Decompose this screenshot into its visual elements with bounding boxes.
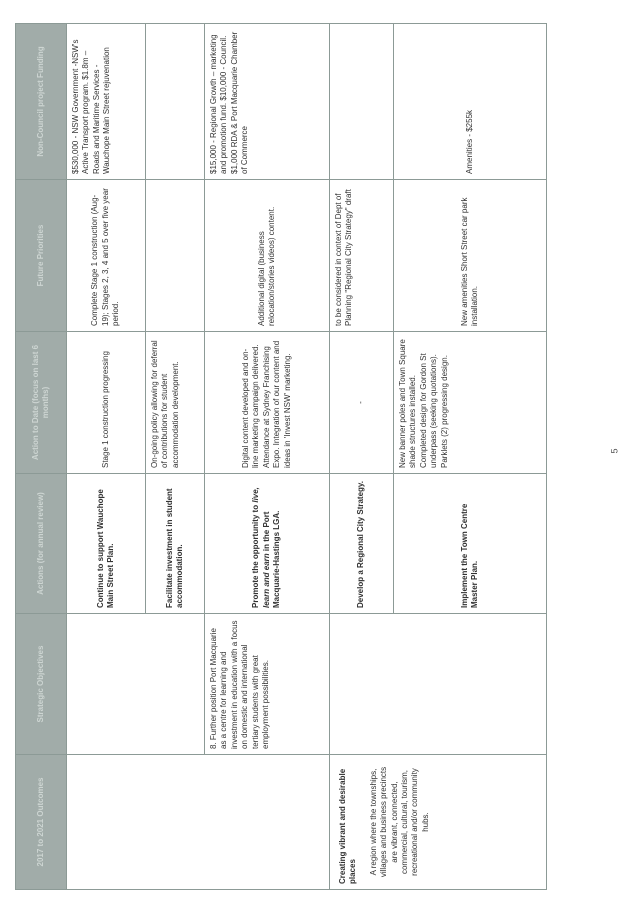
objective-cell-empty xyxy=(330,614,547,755)
table-row xyxy=(67,24,146,890)
header-actions: Actions (for annual review) xyxy=(16,474,67,614)
page-number: 5 xyxy=(609,448,620,454)
funding-cell: Amenities - $255k xyxy=(394,24,547,180)
to-date-cell: On-going policy allowing for deferral of contributions for student accommodation development. xyxy=(146,332,205,474)
to-date-cell: New banner poles and Town Square shade structures installed. Completed design for Gordon St underpass (seeking quotations). Parklets (2) progressing design. xyxy=(394,332,547,474)
header-action-to-date: Action to Date (focus on last 6 months) xyxy=(16,332,67,474)
outcome-text: A region where the townships, villages and business precincts are vibrant, connected, commercial, cultural, tourism, recreational and/or community hubs. xyxy=(368,766,430,878)
future-cell: to be considered in context of Dept of Planning "Regional City Strategy" draft xyxy=(330,180,394,332)
strategy-table xyxy=(15,23,547,890)
action-cell xyxy=(205,474,330,614)
future-cell: Additional digital (business relocation/stories videos) content. xyxy=(205,180,330,332)
objective-cell: 8. Further position Port Macquarie as a centre for learning and investment in education with a focus on domestic and international tertiary students with great employment possibilities. xyxy=(205,614,330,755)
action-text-1: Promote the opportunity to xyxy=(251,504,261,608)
to-date-cell: - xyxy=(330,332,394,474)
funding-cell xyxy=(330,24,394,180)
action-text-3: in the Port Macquarie-Hastings LGA. xyxy=(261,510,282,608)
header-funding: Non-Council project Funding xyxy=(16,24,67,180)
action-text-2: live, learn and earn xyxy=(251,487,271,608)
future-cell xyxy=(146,180,205,332)
rotated-page xyxy=(15,24,537,890)
table-header-row xyxy=(16,24,67,890)
action-cell: Continue to support Wauchope Main Street Plan. xyxy=(67,474,146,614)
outcome-cell-empty xyxy=(67,755,330,890)
table-row xyxy=(330,24,394,890)
outcome-cell xyxy=(330,755,547,890)
funding-cell xyxy=(146,24,205,180)
action-cell: Develop a Regional City Strategy. xyxy=(330,474,394,614)
action-cell: Facilitate investment in student accommodation. xyxy=(146,474,205,614)
future-cell: Complete Stage 1 construction (Aug-19); Stages 2, 3, 4 and 5 over five year period. xyxy=(67,180,146,332)
funding-cell: $15,000 - Regional Growth – marketing and promotion fund. $10,000 - Council. $1,000 RDA & Port Macquarie Chamber of Commerce xyxy=(205,24,330,180)
future-cell: New amenities Short Street car park installation. xyxy=(394,180,547,332)
header-future-priorities: Future Priorities xyxy=(16,180,67,332)
objective-cell-empty xyxy=(67,614,205,755)
header-objectives: Strategic Objectives xyxy=(16,614,67,755)
header-outcomes: 2017 to 2021 Outcomes xyxy=(16,755,67,890)
to-date-cell: Stage 1 construction progressing xyxy=(67,332,146,474)
outcome-title: Creating vibrant and desirable places xyxy=(338,768,358,884)
to-date-cell: Digital content developed and on-line marketing campaign delivered. Attendance at Sydney Franchising Expo. Integration of our content and ideas in 'Invest NSW' marketing. xyxy=(205,332,330,474)
funding-cell: $530,000 - NSW Government -NSW's Active Transport program. $1.8m – Roads and Maritime Services - Wauchope Main Street rejuvenation xyxy=(67,24,146,180)
action-cell: Implement the Town Centre Master Plan. xyxy=(394,474,547,614)
